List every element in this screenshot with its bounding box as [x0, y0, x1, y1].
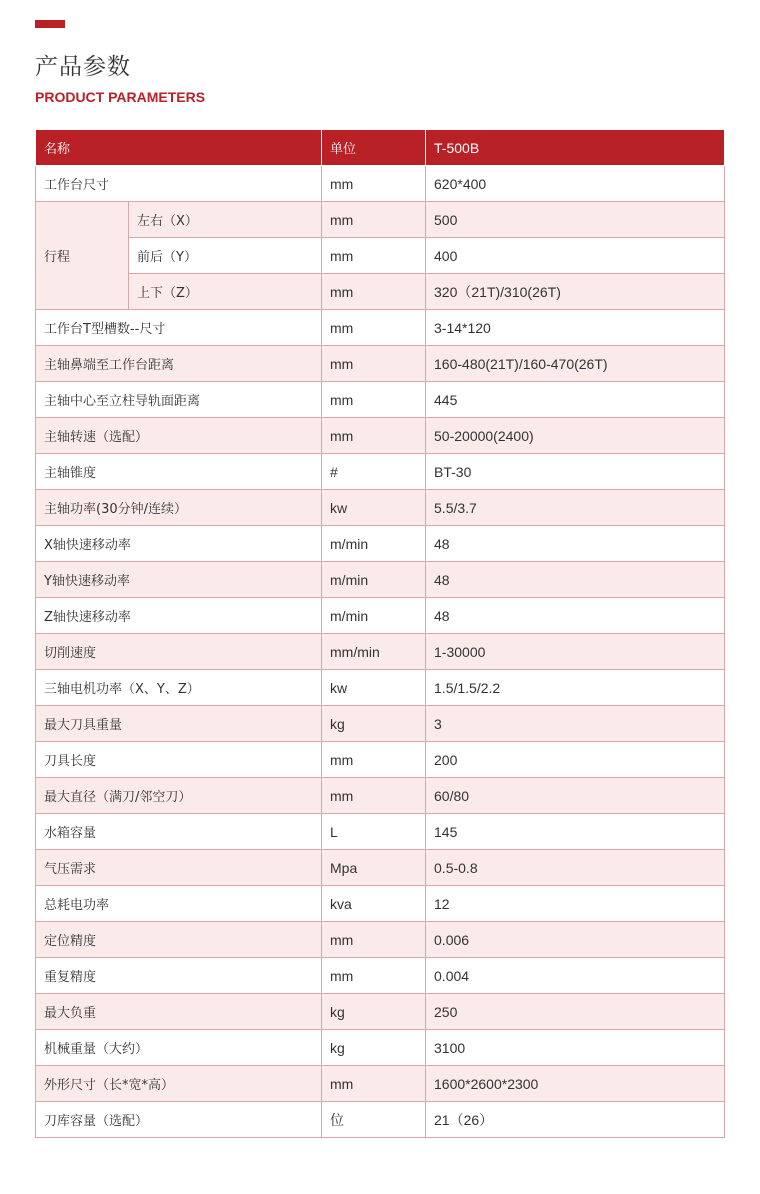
- row-value: 60/80: [426, 778, 725, 814]
- row-unit: m/min: [322, 562, 426, 598]
- table-row: [36, 958, 725, 994]
- row-value: 5.5/3.7: [426, 490, 725, 526]
- header-unit: 单位: [322, 130, 426, 166]
- row-name: 工作台T型槽数--尺寸: [36, 310, 322, 346]
- table-row: [36, 886, 725, 922]
- row-unit: mm: [322, 202, 426, 238]
- row-name: 最大负重: [36, 994, 322, 1030]
- row-value: 21（26）: [426, 1102, 725, 1138]
- row-unit: m/min: [322, 526, 426, 562]
- row-unit: #: [322, 454, 426, 490]
- row-name: 水箱容量: [36, 814, 322, 850]
- row-unit: mm/min: [322, 634, 426, 670]
- row-name: X轴快速移动率: [36, 526, 322, 562]
- row-name: 上下（Z）: [129, 274, 322, 310]
- row-unit: Mpa: [322, 850, 426, 886]
- table-row: [36, 814, 725, 850]
- table-row: [36, 238, 725, 274]
- row-value: 3: [426, 706, 725, 742]
- row-name: 主轴中心至立柱导轨面距离: [36, 382, 322, 418]
- row-name: 切削速度: [36, 634, 322, 670]
- row-group-label: 行程: [36, 202, 129, 310]
- row-unit: kg: [322, 706, 426, 742]
- row-unit: mm: [322, 274, 426, 310]
- table-row: [36, 1066, 725, 1102]
- row-unit: kva: [322, 886, 426, 922]
- row-value: 48: [426, 526, 725, 562]
- row-value: 3100: [426, 1030, 725, 1066]
- row-value: 200: [426, 742, 725, 778]
- row-value: 48: [426, 598, 725, 634]
- row-value: 0.006: [426, 922, 725, 958]
- table-row: [36, 310, 725, 346]
- table-row: [36, 598, 725, 634]
- table-row: [36, 382, 725, 418]
- row-unit: mm: [322, 778, 426, 814]
- row-name: 主轴功率(30分钟/连续）: [36, 490, 322, 526]
- row-name: 最大直径（满刀/邻空刀）: [36, 778, 322, 814]
- table-row: [36, 850, 725, 886]
- table-row: [36, 202, 725, 238]
- row-value: 145: [426, 814, 725, 850]
- table-row: [36, 1030, 725, 1066]
- row-name: 重复精度: [36, 958, 322, 994]
- row-name: 三轴电机功率（X、Y、Z）: [36, 670, 322, 706]
- row-unit: mm: [322, 310, 426, 346]
- row-unit: kw: [322, 490, 426, 526]
- row-name: 气压需求: [36, 850, 322, 886]
- row-unit: mm: [322, 742, 426, 778]
- row-unit: kw: [322, 670, 426, 706]
- row-value: 1600*2600*2300: [426, 1066, 725, 1102]
- row-value: 445: [426, 382, 725, 418]
- row-value: 320（21T)/310(26T): [426, 274, 725, 310]
- row-name: 刀具长度: [36, 742, 322, 778]
- row-name: 主轴鼻端至工作台距离: [36, 346, 322, 382]
- row-value: 400: [426, 238, 725, 274]
- table-row: [36, 526, 725, 562]
- row-value: 1.5/1.5/2.2: [426, 670, 725, 706]
- row-name: Y轴快速移动率: [36, 562, 322, 598]
- table-row: [36, 922, 725, 958]
- table-row: [36, 346, 725, 382]
- row-name: 总耗电功率: [36, 886, 322, 922]
- row-name: 主轴锥度: [36, 454, 322, 490]
- row-value: 500: [426, 202, 725, 238]
- table-row: [36, 742, 725, 778]
- row-unit: mm: [322, 346, 426, 382]
- row-unit: mm: [322, 958, 426, 994]
- row-unit: mm: [322, 418, 426, 454]
- row-value: 160-480(21T)/160-470(26T): [426, 346, 725, 382]
- table-row: [36, 778, 725, 814]
- table-row: [36, 418, 725, 454]
- table-row: [36, 274, 725, 310]
- table-row: [36, 634, 725, 670]
- row-unit: kg: [322, 1030, 426, 1066]
- table-row: [36, 1102, 725, 1138]
- row-name: 刀库容量（选配）: [36, 1102, 322, 1138]
- row-value: 3-14*120: [426, 310, 725, 346]
- row-name: 外形尺寸（长*宽*高）: [36, 1066, 322, 1102]
- row-name: 主轴转速（选配）: [36, 418, 322, 454]
- table-row: [36, 706, 725, 742]
- table-row: [36, 994, 725, 1030]
- row-value: 0.004: [426, 958, 725, 994]
- row-value: 620*400: [426, 166, 725, 202]
- table-row: [36, 454, 725, 490]
- row-value: 12: [426, 886, 725, 922]
- table-header-row: [36, 130, 725, 166]
- parameters-table: [35, 129, 725, 1138]
- row-unit: mm: [322, 1066, 426, 1102]
- row-unit: mm: [322, 382, 426, 418]
- row-unit: L: [322, 814, 426, 850]
- header-model: T-500B: [426, 130, 725, 166]
- page-title: 产品参数: [35, 54, 131, 80]
- row-unit: m/min: [322, 598, 426, 634]
- row-name: 左右（X）: [129, 202, 322, 238]
- row-value: 48: [426, 562, 725, 598]
- row-unit: mm: [322, 238, 426, 274]
- row-name: 定位精度: [36, 922, 322, 958]
- row-unit: 位: [322, 1102, 426, 1138]
- row-unit: mm: [322, 922, 426, 958]
- row-value: 1-30000: [426, 634, 725, 670]
- accent-bar: [35, 20, 65, 28]
- table-row: [36, 562, 725, 598]
- row-name: 机械重量（大约）: [36, 1030, 322, 1066]
- table-row: [36, 166, 725, 202]
- row-name: Z轴快速移动率: [36, 598, 322, 634]
- table-row: [36, 670, 725, 706]
- row-value: BT-30: [426, 454, 725, 490]
- row-name: 最大刀具重量: [36, 706, 322, 742]
- row-value: 0.5-0.8: [426, 850, 725, 886]
- page-subtitle: PRODUCT PARAMETERS: [35, 89, 206, 105]
- row-value: 250: [426, 994, 725, 1030]
- row-value: 50-20000(2400): [426, 418, 725, 454]
- row-name: 前后（Y）: [129, 238, 322, 274]
- header-name: 名称: [36, 130, 322, 166]
- row-unit: mm: [322, 166, 426, 202]
- row-name: 工作台尺寸: [36, 166, 322, 202]
- table-row: [36, 490, 725, 526]
- row-unit: kg: [322, 994, 426, 1030]
